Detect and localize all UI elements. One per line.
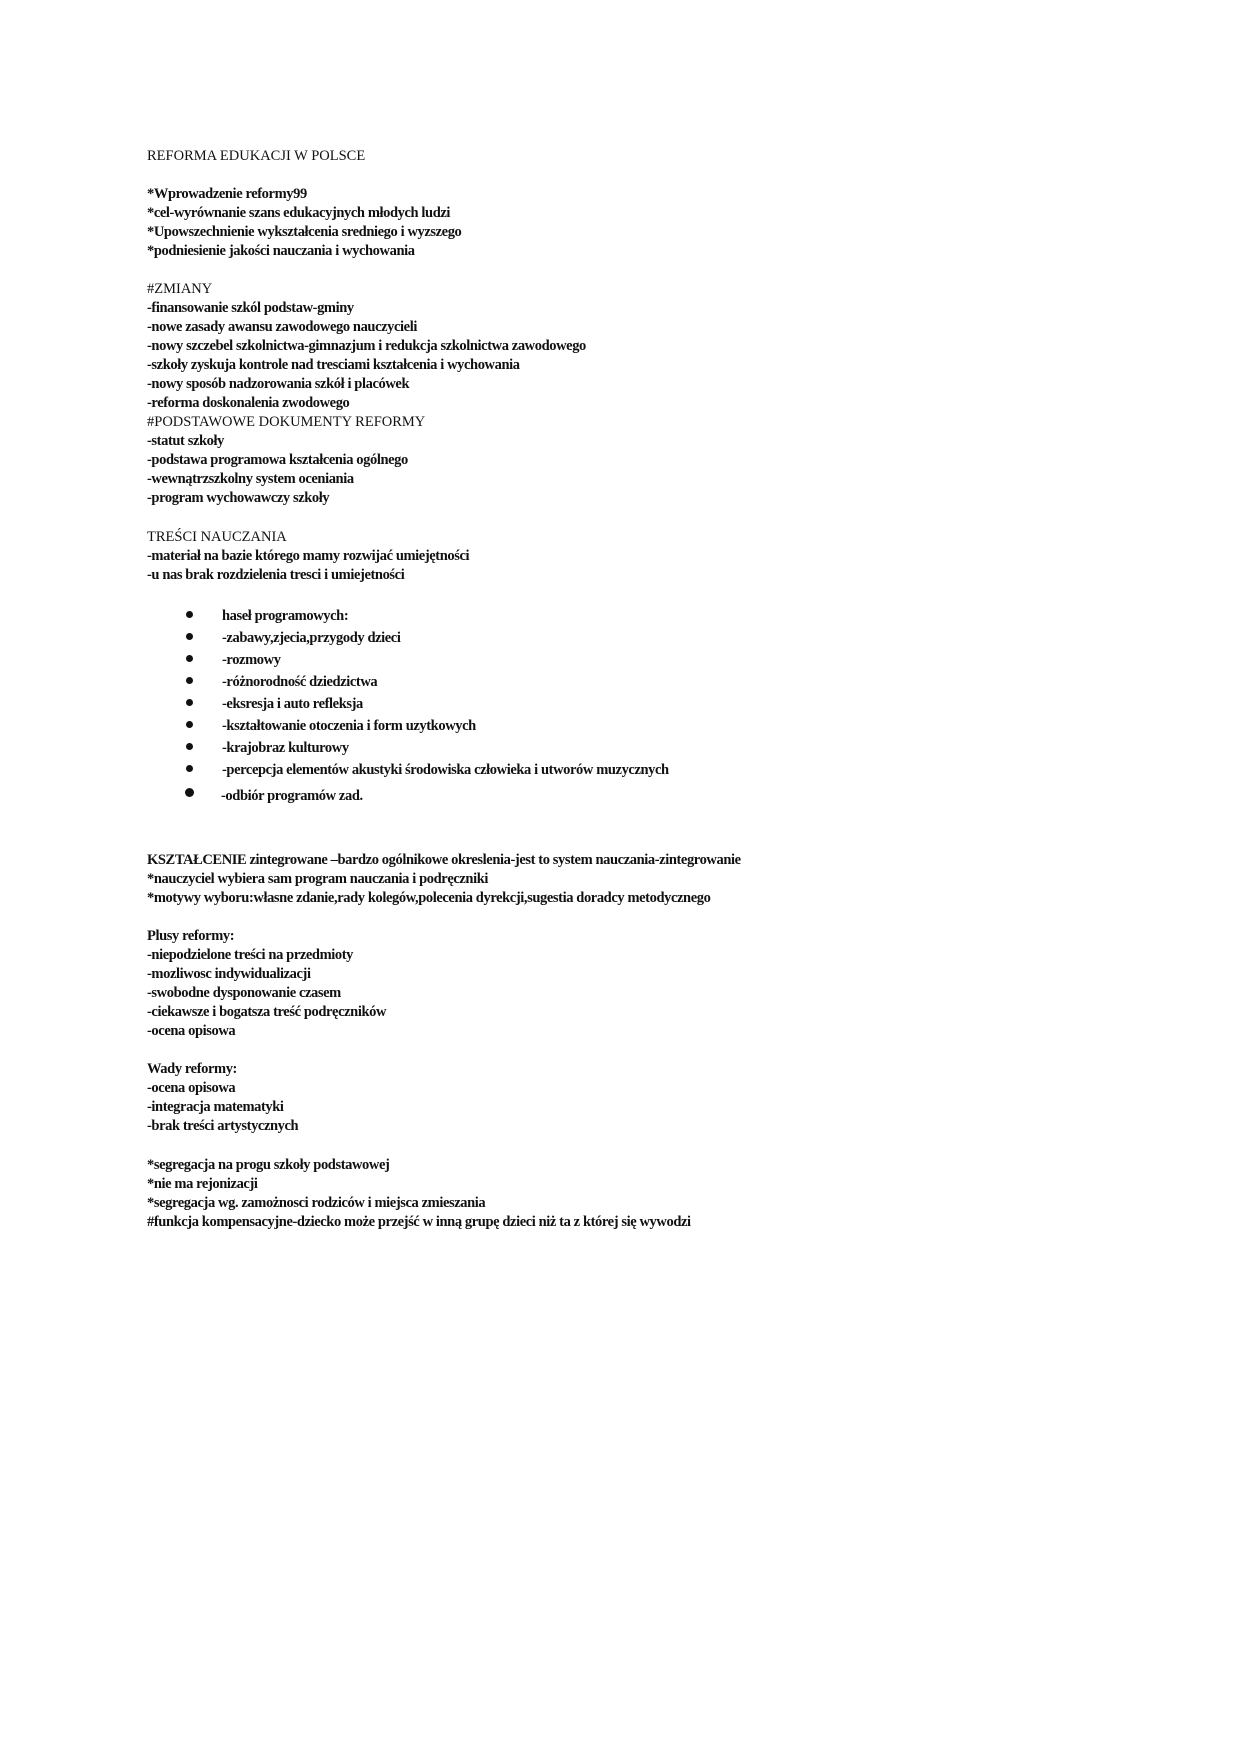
section-heading-zmiany: #ZMIANY <box>147 281 213 297</box>
tresci-item: -u nas brak rozdzielenia tresci i umiejetności <box>147 567 405 583</box>
intro-line: *cel-wyrównanie szans edukacyjnych młodych ludzi <box>147 205 451 221</box>
dokumenty-item: -statut szkoły <box>147 433 224 449</box>
bullet-list-item: -różnorodność dziedzictwa <box>186 673 377 692</box>
bullet-list-item: -percepcja elementów akustyki środowiska człowieka i utworów muzycznych <box>186 761 669 780</box>
bullet-list-item: -odbiór programów zad. <box>186 787 363 806</box>
bullet-list-item: -rozmowy <box>186 651 281 670</box>
ksztalcenie-line: KSZTAŁCENIE zintegrowane –bardzo ogólnikowe okreslenia-jest to system nauczania-zintegrowanie <box>147 852 741 868</box>
plusy-item: -ciekawsze i bogatsza treść podręczników <box>147 1004 387 1020</box>
ksztalcenie-line: *nauczyciel wybiera sam program nauczania i podręczniki <box>147 871 489 887</box>
tresci-item: -materiał na bazie którego mamy rozwijać umiejętności <box>147 548 470 564</box>
bullet-icon <box>186 611 193 618</box>
intro-line: *Upowszechnienie wykształcenia sredniego i wyzszego <box>147 224 462 240</box>
ksztalcenie-line: *motywy wyboru:własne zdanie,rady kolegów,polecenia dyrekcji,sugestia doradcy metodycznego <box>147 890 711 906</box>
bullet-icon <box>186 633 193 640</box>
section-heading-wady: Wady reformy: <box>147 1061 237 1077</box>
zmiany-item: -nowy sposób nadzorowania szkół i placówek <box>147 376 410 392</box>
wady-item: -ocena opisowa <box>147 1080 236 1096</box>
intro-line: *Wprowadzenie reformy99 <box>147 186 307 202</box>
zmiany-item: -finansowanie szkól podstaw-gminy <box>147 300 354 316</box>
dokumenty-item: -wewnątrzszkolny system oceniania <box>147 471 354 487</box>
bullet-icon <box>186 743 193 750</box>
intro-line: *podniesienie jakości nauczania i wychowania <box>147 243 415 259</box>
document-title: REFORMA EDUKACJI W POLSCE <box>147 148 366 164</box>
plusy-item: -swobodne dysponowanie czasem <box>147 985 341 1001</box>
bullet-icon <box>186 765 193 772</box>
bullet-icon <box>186 677 193 684</box>
wady-item: -brak treści artystycznych <box>147 1118 299 1134</box>
plusy-item: -mozliwosc indywidualizacji <box>147 966 311 982</box>
bullet-list-item: haseł programowych: <box>186 607 348 626</box>
bullet-icon <box>186 699 193 706</box>
wady-item: -integracja matematyki <box>147 1099 284 1115</box>
bullet-icon <box>186 655 193 662</box>
zmiany-item: -szkoły zyskuja kontrole nad tresciami kształcenia i wychowania <box>147 357 520 373</box>
bullet-list-item: -eksresja i auto refleksja <box>186 695 363 714</box>
bullet-list-item: -kształtowanie otoczenia i form uzytkowych <box>186 717 476 736</box>
bullet-icon <box>185 788 194 797</box>
segregacja-line: *segregacja wg. zamożnosci rodziców i miejsca zmieszania <box>147 1195 486 1211</box>
zmiany-item: -nowe zasady awansu zawodowego nauczycieli <box>147 319 417 335</box>
section-heading-dokumenty: #PODSTAWOWE DOKUMENTY REFORMY <box>147 414 426 430</box>
section-heading-tresci: TREŚCI NAUCZANIA <box>147 529 287 545</box>
zmiany-item: -reforma doskonalenia zwodowego <box>147 395 350 411</box>
plusy-item: -ocena opisowa <box>147 1023 236 1039</box>
section-heading-plusy: Plusy reformy: <box>147 928 235 944</box>
bullet-list-item: -zabawy,zjecia,przygody dzieci <box>186 629 400 648</box>
segregacja-line: *segregacja na progu szkoły podstawowej <box>147 1157 390 1173</box>
bullet-icon <box>186 721 193 728</box>
dokumenty-item: -program wychowawczy szkoły <box>147 490 330 506</box>
segregacja-line: #funkcja kompensacyjne-dziecko może przejść w inną grupę dzieci niż ta z której się wywodzi <box>147 1214 691 1230</box>
dokumenty-item: -podstawa programowa kształcenia ogólnego <box>147 452 408 468</box>
segregacja-line: *nie ma rejonizacji <box>147 1176 258 1192</box>
plusy-item: -niepodzielone treści na przedmioty <box>147 947 354 963</box>
zmiany-item: -nowy szczebel szkolnictwa-gimnazjum i redukcja szkolnictwa zawodowego <box>147 338 586 354</box>
bullet-list-item: -krajobraz kulturowy <box>186 739 349 758</box>
